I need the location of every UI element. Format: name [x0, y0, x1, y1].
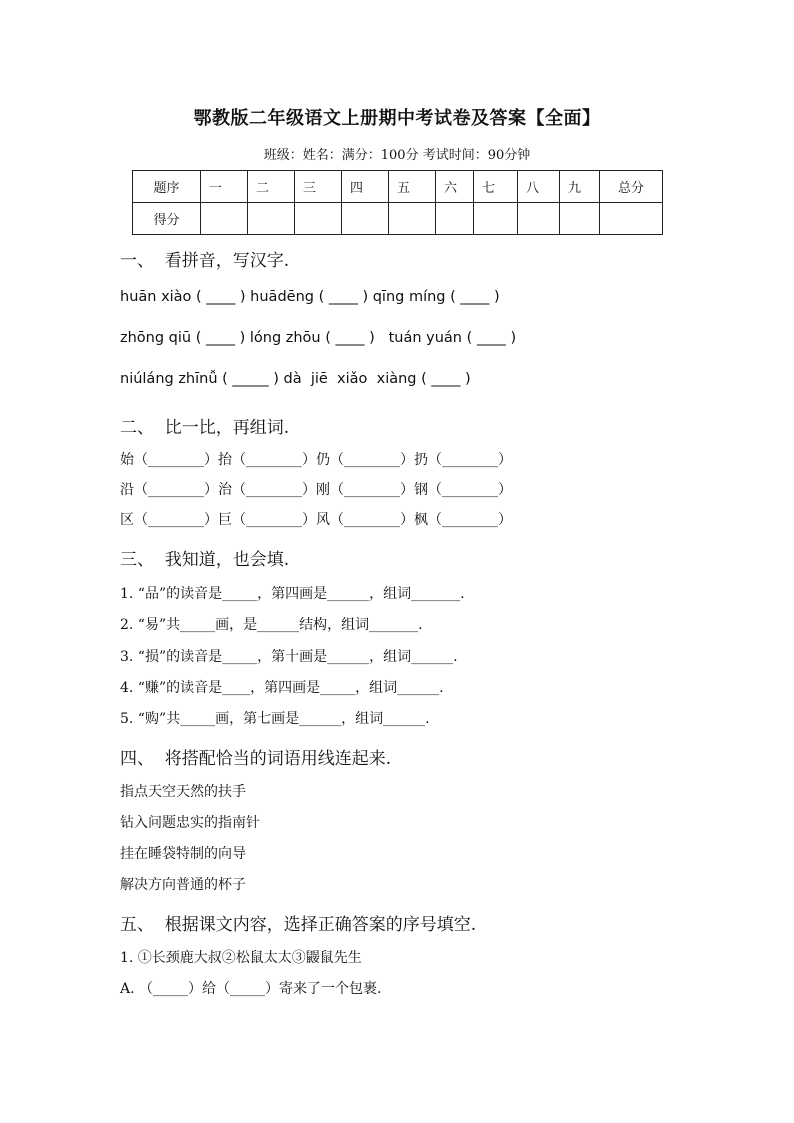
question-line: 1. “品”的读音是_____，第四画是______，组词_______. — [120, 586, 465, 602]
matching-line: 解决方向普通的杯子 — [120, 877, 246, 893]
table-header-cell: 一 — [201, 171, 248, 203]
compare-line: 始（________）抬（________）仍（________）扔（________） — [120, 452, 512, 468]
compare-line: 区（________）巨（________）风（________）枫（________） — [120, 512, 512, 528]
table-header-cell: 六 — [436, 171, 474, 203]
score-table — [132, 170, 663, 235]
table-header-cell: 四 — [342, 171, 389, 203]
score-table-header-row — [133, 171, 663, 203]
score-cell[interactable] — [342, 203, 389, 235]
score-cell[interactable] — [389, 203, 436, 235]
score-cell[interactable] — [248, 203, 295, 235]
pinyin-line: zhōng qiū ( ____ ) lóng zhōu ( ____ ) tuán yuán ( ____ ) — [120, 330, 517, 346]
page-title: 鄂教版二年级语文上册期中考试卷及答案【全面】 — [193, 108, 601, 129]
table-header-cell: 七 — [474, 171, 518, 203]
section-heading: 一、 看拼音，写汉字. — [120, 251, 290, 271]
question-line: 3. “损”的读音是_____，第十画是______，组词______. — [120, 649, 458, 665]
section-heading: 五、 根据课文内容，选择正确答案的序号填空. — [120, 915, 477, 935]
score-cell[interactable] — [295, 203, 342, 235]
exam-info: 班级：姓名：满分：100分 考试时间：90分钟 — [263, 148, 531, 163]
score-row-label: 得分 — [133, 203, 201, 235]
score-cell[interactable] — [600, 203, 663, 235]
score-cell[interactable] — [436, 203, 474, 235]
matching-line: 挂在睡袋特制的向导 — [120, 846, 246, 862]
score-cell[interactable] — [201, 203, 248, 235]
score-cell[interactable] — [560, 203, 600, 235]
question-line: A. （_____）给（_____）寄来了一个包裹. — [120, 981, 382, 997]
table-header-cell: 五 — [389, 171, 436, 203]
pinyin-line: niúláng zhīnǚ ( _____ ) dà jiē xiǎo xiàng ( ____ ) — [120, 371, 471, 387]
table-header-cell: 九 — [560, 171, 600, 203]
pinyin-line: huān xiào ( ____ ) huādēng ( ____ ) qīng míng ( ____ ) — [120, 289, 500, 305]
matching-line: 指点天空天然的扶手 — [120, 784, 246, 800]
table-header-cell: 总分 — [600, 171, 663, 203]
score-cell[interactable] — [518, 203, 560, 235]
question-line: 2. “易”共_____画，是______结构，组词_______. — [120, 617, 423, 633]
table-header-cell: 八 — [518, 171, 560, 203]
matching-line: 钻入问题忠实的指南针 — [120, 815, 260, 831]
score-cell[interactable] — [474, 203, 518, 235]
question-line: 1. ①长颈鹿大叔②松鼠太太③鼹鼠先生 — [120, 950, 362, 966]
question-line: 5. “购”共_____画，第七画是______，组词______. — [120, 711, 430, 727]
table-header-cell: 二 — [248, 171, 295, 203]
table-header-cell: 三 — [295, 171, 342, 203]
compare-line: 沿（________）治（________）刚（________）钢（________） — [120, 482, 512, 498]
score-table-score-row — [133, 203, 663, 235]
table-header-cell: 题序 — [133, 171, 201, 203]
section-heading: 四、 将搭配恰当的词语用线连起来. — [120, 749, 392, 769]
section-heading: 二、 比一比，再组词. — [120, 418, 290, 438]
question-line: 4. “赚”的读音是____，第四画是_____，组词______. — [120, 680, 444, 696]
section-heading: 三、 我知道，也会填. — [120, 550, 290, 570]
